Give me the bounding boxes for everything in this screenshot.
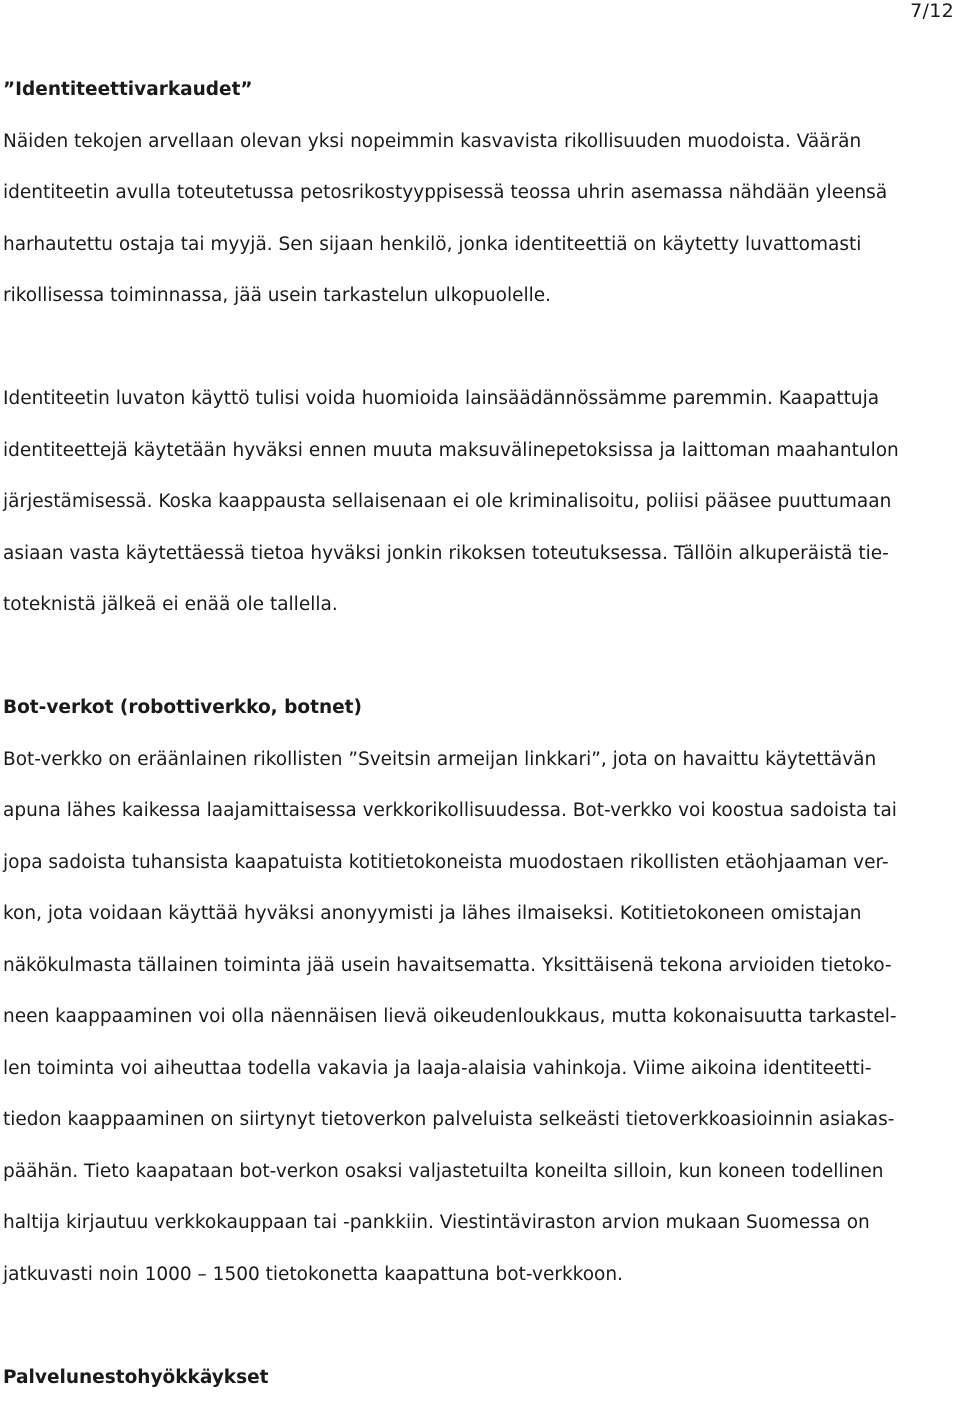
text-line: järjestämisessä. Koska kaappausta sellaisenaan ei ole kriminalisoitu, poliisi pääsee puuttumaan: [3, 476, 957, 528]
paragraph-gap: [3, 322, 957, 374]
text-line: identiteettejä käytetään hyväksi ennen muuta maksuvälinepetoksissa ja laittoman maahantulon: [3, 425, 957, 477]
paragraph: [3, 116, 957, 322]
section-identity-theft: [3, 64, 957, 631]
text-line: näkökulmasta tällainen toiminta jää usein havaitsematta. Yksittäisenä tekona arvioiden tietoko-: [3, 940, 957, 992]
text-line: tiedon kaappaaminen on siirtynyt tietoverkon palveluista selkeästi tietoverkkoasioinnin asiakas-: [3, 1094, 957, 1146]
section-gap: [3, 631, 957, 683]
document-body: [3, 64, 957, 1403]
text-line: haltija kirjautuu verkkokauppaan tai -pankkiin. Viestintäviraston arvion mukaan Suomessa on: [3, 1197, 957, 1249]
text-line: Identiteetin luvaton käyttö tulisi voida huomioida lainsäädännössämme paremmin. Kaapattuja: [3, 373, 957, 425]
text-line: harhautettu ostaja tai myyjä. Sen sijaan henkilö, jonka identiteettiä on käytetty luvattomasti: [3, 219, 957, 271]
text-line: kon, jota voidaan käyttää hyväksi anonyymisti ja lähes ilmaiseksi. Kotitietokoneen omistajan: [3, 888, 957, 940]
text-line: toteknistä jälkeä ei enää ole tallella.: [3, 579, 957, 631]
section-heading: ”Identiteettivarkaudet”: [3, 64, 957, 116]
section-gap: [3, 1300, 957, 1352]
paragraph: [3, 734, 957, 1301]
section-heading: Palvelunestohyökkäykset: [3, 1352, 957, 1403]
text-line: identiteetin avulla toteutetussa petosrikostyyppisessä teossa uhrin asemassa nähdään yleensä: [3, 167, 957, 219]
section-botnets: [3, 682, 957, 1300]
text-line: rikollisessa toiminnassa, jää usein tarkastelun ulkopuolelle.: [3, 270, 957, 322]
text-line: päähän. Tieto kaapataan bot-verkon osaksi valjastetuilta koneilta silloin, kun koneen todellinen: [3, 1146, 957, 1198]
text-line: asiaan vasta käytettäessä tietoa hyväksi jonkin rikoksen toteutuksessa. Tällöin alkuperäistä tie-: [3, 528, 957, 580]
section-dos-attacks: [3, 1352, 957, 1403]
text-line: jatkuvasti noin 1000 – 1500 tietokonetta kaapattuna bot-verkkoon.: [3, 1249, 957, 1301]
section-heading: Bot-verkot (robottiverkko, botnet): [3, 682, 957, 734]
text-line: Näiden tekojen arvellaan olevan yksi nopeimmin kasvavista rikollisuuden muodoista. Väärän: [3, 116, 957, 168]
text-line: apuna lähes kaikessa laajamittaisessa verkkorikollisuudessa. Bot-verkko voi koostua sadoista tai: [3, 785, 957, 837]
paragraph: [3, 373, 957, 631]
text-line: Bot-verkko on eräänlainen rikollisten ”Sveitsin armeijan linkkari”, jota on havaittu käytettävän: [3, 734, 957, 786]
text-line: len toiminta voi aiheuttaa todella vakavia ja laaja-alaisia vahinkoja. Viime aikoina identiteetti-: [3, 1043, 957, 1095]
text-line: neen kaappaaminen voi olla näennäisen lievä oikeudenloukkaus, mutta kokonaisuutta tarkastel-: [3, 991, 957, 1043]
page-number: 7/12: [910, 0, 954, 22]
text-line: jopa sadoista tuhansista kaapatuista kotitietokoneista muodostaen rikollisten etäohjaaman ver-: [3, 837, 957, 889]
